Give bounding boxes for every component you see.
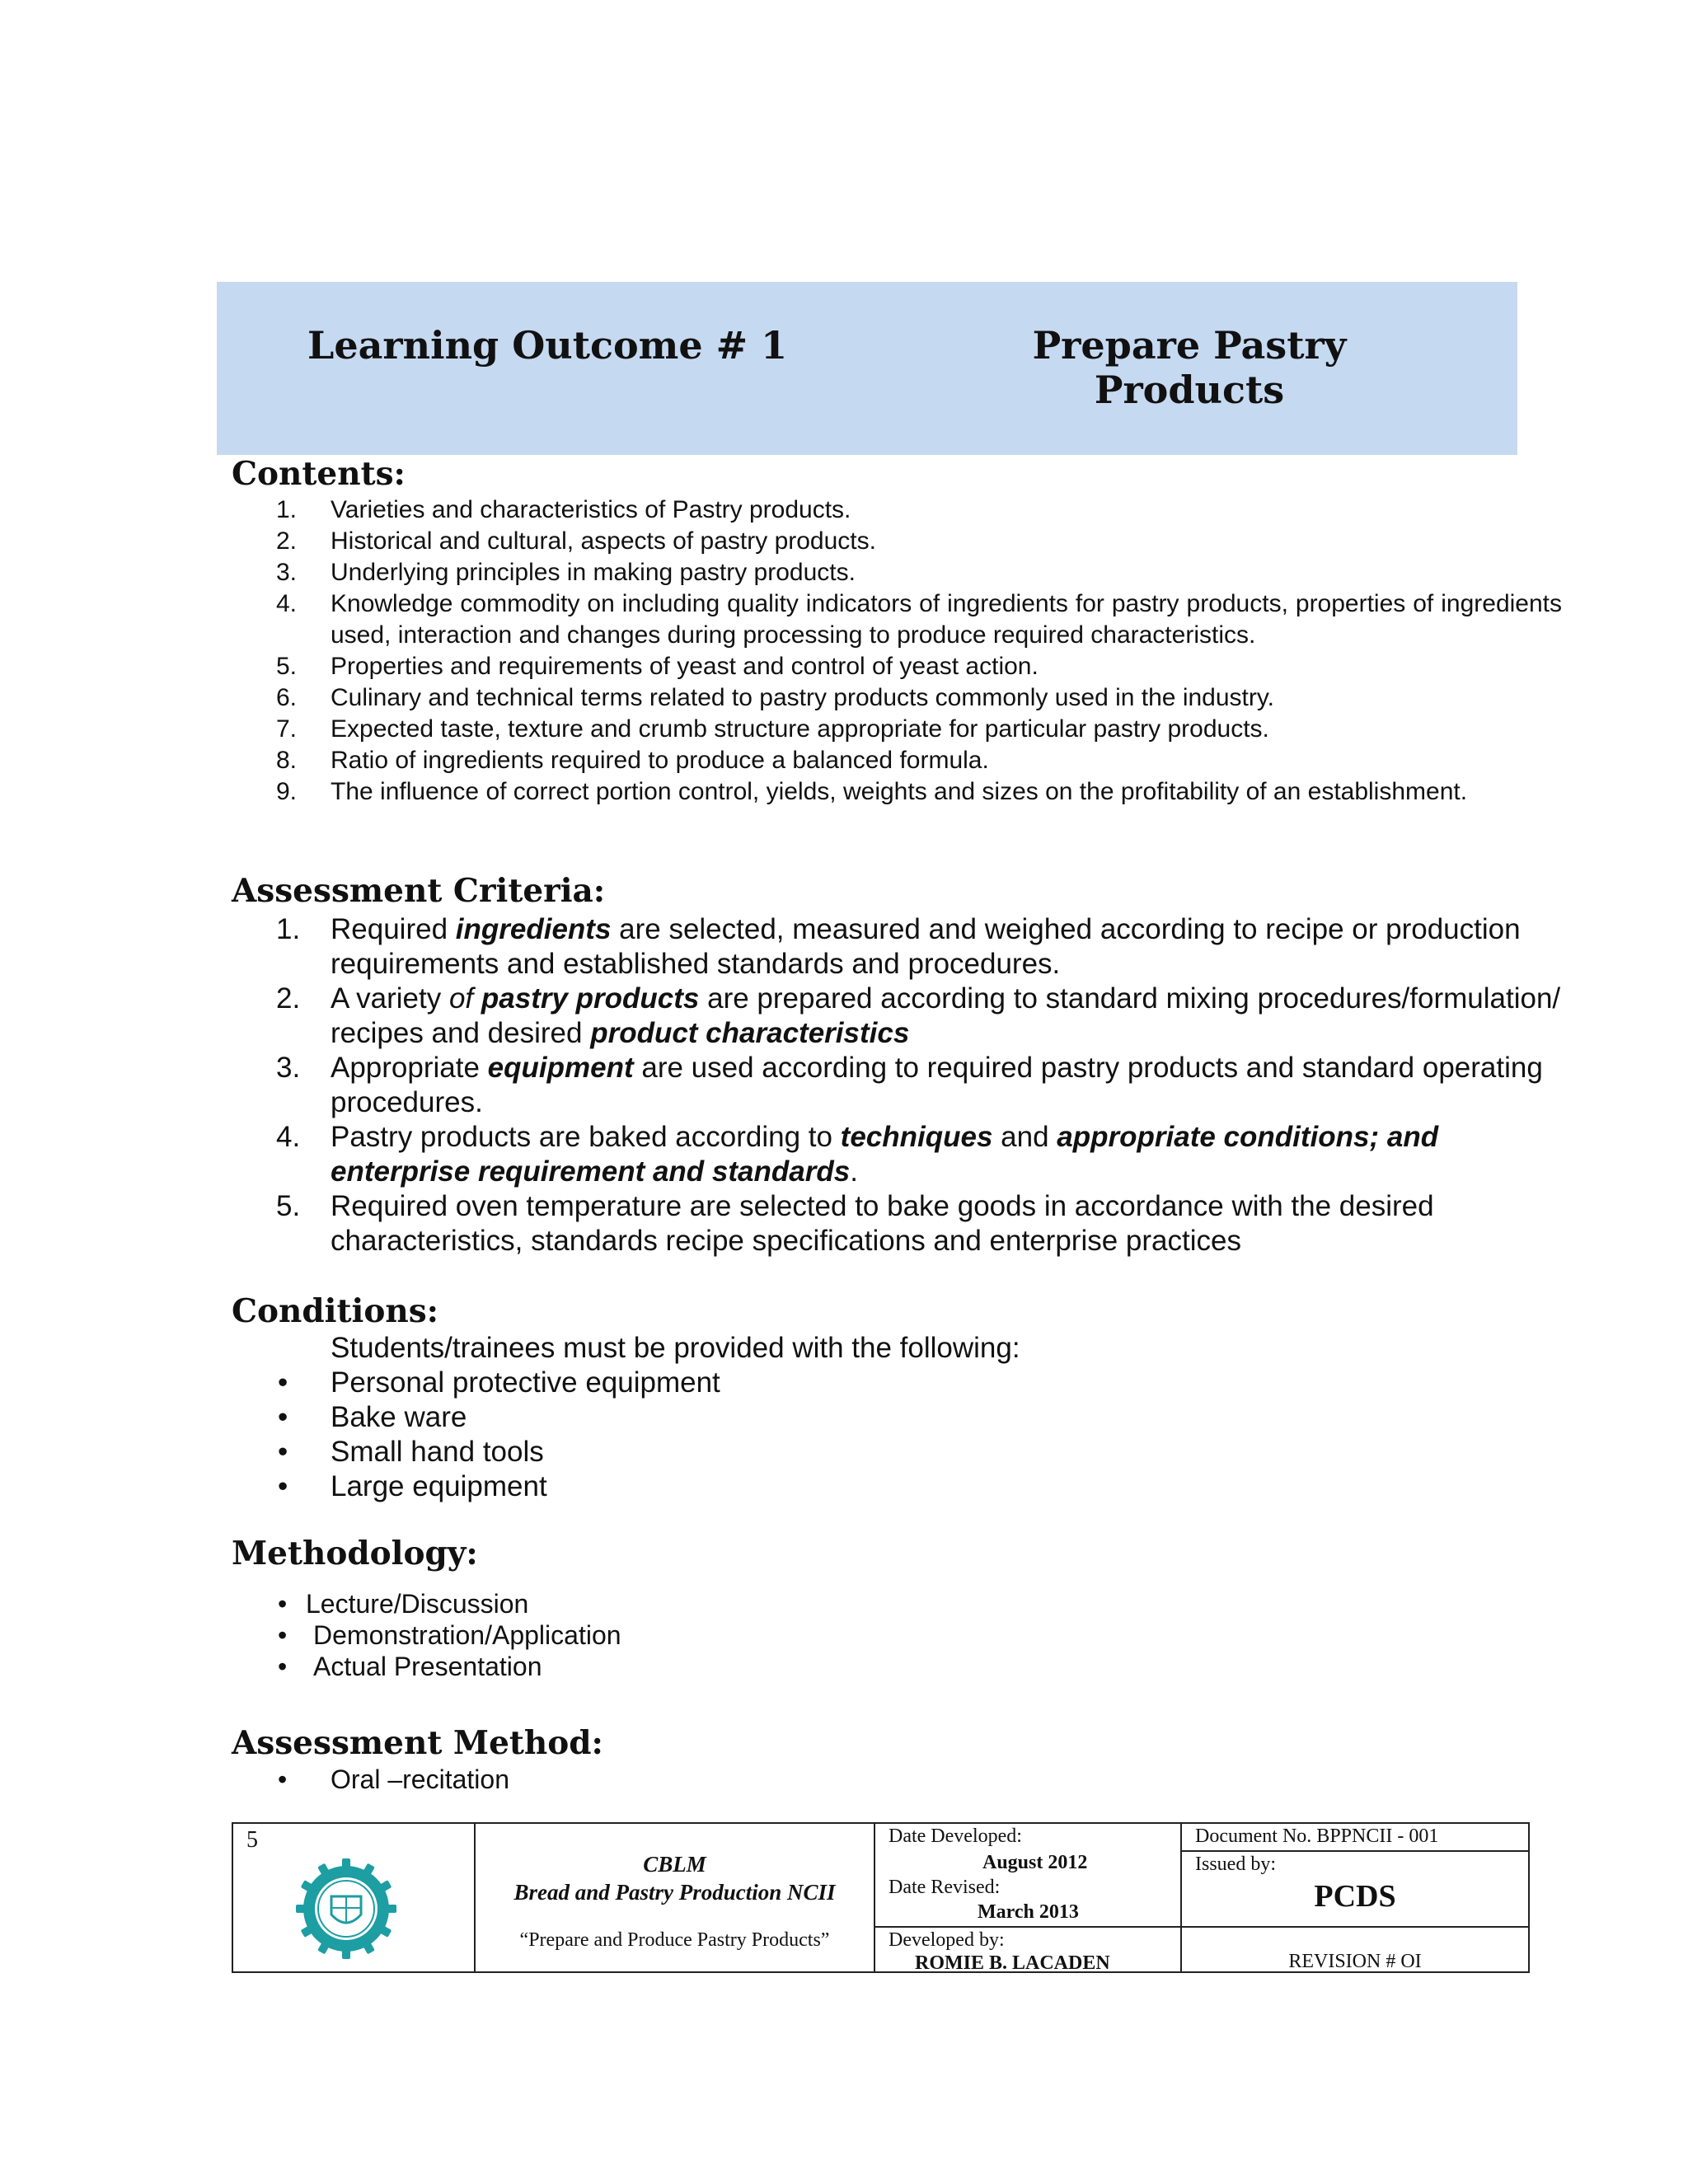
bullet-icon: • xyxy=(278,1620,288,1650)
methodology-list xyxy=(276,1588,621,1682)
bullet-icon: • xyxy=(278,1436,288,1468)
list-item: • Personal protective equipment xyxy=(278,1366,720,1399)
bullet-icon: • xyxy=(278,1401,288,1433)
contents-heading: Contents: xyxy=(232,455,406,493)
date-revised: March 2013 xyxy=(978,1901,1079,1923)
footer-title-cell xyxy=(475,1823,874,1972)
list-item: 7. Expected taste, texture and crumb structure appropriate for particular pastry products. xyxy=(276,715,1269,743)
list-item: • Lecture/Discussion xyxy=(278,1589,529,1619)
list-item: 9. The influence of correct portion control, yields, weights and sizes on the profitability of an establishment. xyxy=(276,778,1468,805)
list-item: 2. A variety of pastry products are prepared according to standard mixing procedures/formulation/ recipes and desired product characteristics xyxy=(276,982,1561,1049)
list-item: 2. Historical and cultural, aspects of pastry products. xyxy=(276,527,876,555)
list-item: 4. Knowledge commodity on including quality indicators of ingredients for pastry products, properties of ingredients used, interaction and changes during processing to produce required characteristics. xyxy=(276,590,1562,649)
list-item: 6. Culinary and technical terms related to pastry products commonly used in the industry. xyxy=(276,684,1274,711)
conditions-heading: Conditions: xyxy=(232,1292,439,1330)
document-number: Document No. BPPNCII - 001 xyxy=(1195,1825,1439,1847)
list-item: 3. Underlying principles in making pastry products. xyxy=(276,559,856,586)
revision-number: REVISION # OI xyxy=(1288,1951,1422,1972)
list-item: 4. Pastry products are baked according to techniques and appropriate conditions; and enterprise requirement and standards. xyxy=(276,1121,1439,1188)
learning-outcome-number: Learning Outcome # 1 xyxy=(307,323,788,368)
footer-document-cell: Document No. BPPNCII - 001 Issued by: PCDS REVISION # OI xyxy=(1181,1823,1529,1972)
list-item: • Oral –recitation xyxy=(278,1765,509,1794)
list-item: • Demonstration/Application xyxy=(278,1620,621,1650)
title-line-1: Prepare Pastry xyxy=(1032,323,1347,368)
list-item: 3. Appropriate equipment are used according to required pastry products and standard operating procedures. xyxy=(276,1052,1543,1118)
list-item: • Small hand tools xyxy=(278,1436,544,1468)
conditions-list xyxy=(276,1366,720,1504)
issued-by: PCDS xyxy=(1314,1879,1396,1914)
assessment-method-heading: Assessment Method: xyxy=(232,1724,603,1762)
contents-list xyxy=(276,494,1562,808)
developed-by: ROMIE B. LACADEN xyxy=(915,1952,1110,1974)
school-seal-logo xyxy=(294,1857,398,1961)
methodology-heading: Methodology: xyxy=(232,1535,478,1572)
list-item: • Large equipment xyxy=(278,1470,547,1502)
footer-dates-cell: Date Developed: August 2012 Date Revised: March 2013 Developed by: ROMIE B. LACADEN xyxy=(874,1823,1181,1972)
assessment-method-list xyxy=(276,1764,509,1795)
assessment-criteria-heading: Assessment Criteria: xyxy=(232,872,606,910)
footer-course: Bread and Pastry Production NCII xyxy=(513,1880,836,1905)
learning-outcome-title xyxy=(975,323,1404,412)
footer-logo-cell xyxy=(232,1823,475,1972)
date-developed: August 2012 xyxy=(982,1852,1088,1873)
footer-cblm: CBLM xyxy=(643,1852,706,1877)
learning-outcome-banner xyxy=(217,282,1517,455)
list-item: 8. Ratio of ingredients required to produce a balanced formula. xyxy=(276,747,989,774)
assessment-criteria-list xyxy=(276,912,1562,1258)
bullet-icon: • xyxy=(278,1470,288,1502)
list-item: 5. Required oven temperature are selected to bake goods in accordance with the desired characteristics, standards recipe specifications and enterprise practices xyxy=(276,1190,1434,1257)
footer-module: “Prepare and Produce Pastry Products” xyxy=(519,1929,830,1951)
bullet-icon: • xyxy=(278,1765,288,1794)
title-line-2: Products xyxy=(1094,368,1285,412)
bullet-icon: • xyxy=(278,1589,288,1619)
document-footer-table xyxy=(232,1822,1530,1973)
bullet-icon: • xyxy=(278,1366,288,1399)
conditions-intro: Students/trainees must be provided with the following: xyxy=(331,1332,1020,1364)
list-item: • Bake ware xyxy=(278,1401,467,1433)
list-item: 5. Properties and requirements of yeast and control of yeast action. xyxy=(276,653,1039,680)
list-item: • Actual Presentation xyxy=(278,1652,542,1681)
list-item: 1. Varieties and characteristics of Pastry products. xyxy=(276,496,851,523)
bullet-icon: • xyxy=(278,1652,288,1681)
list-item: 1. Required ingredients are selected, measured and weighed according to recipe or production requirements and established standards and procedures. xyxy=(276,913,1521,980)
page-number: 5 xyxy=(246,1827,258,1853)
